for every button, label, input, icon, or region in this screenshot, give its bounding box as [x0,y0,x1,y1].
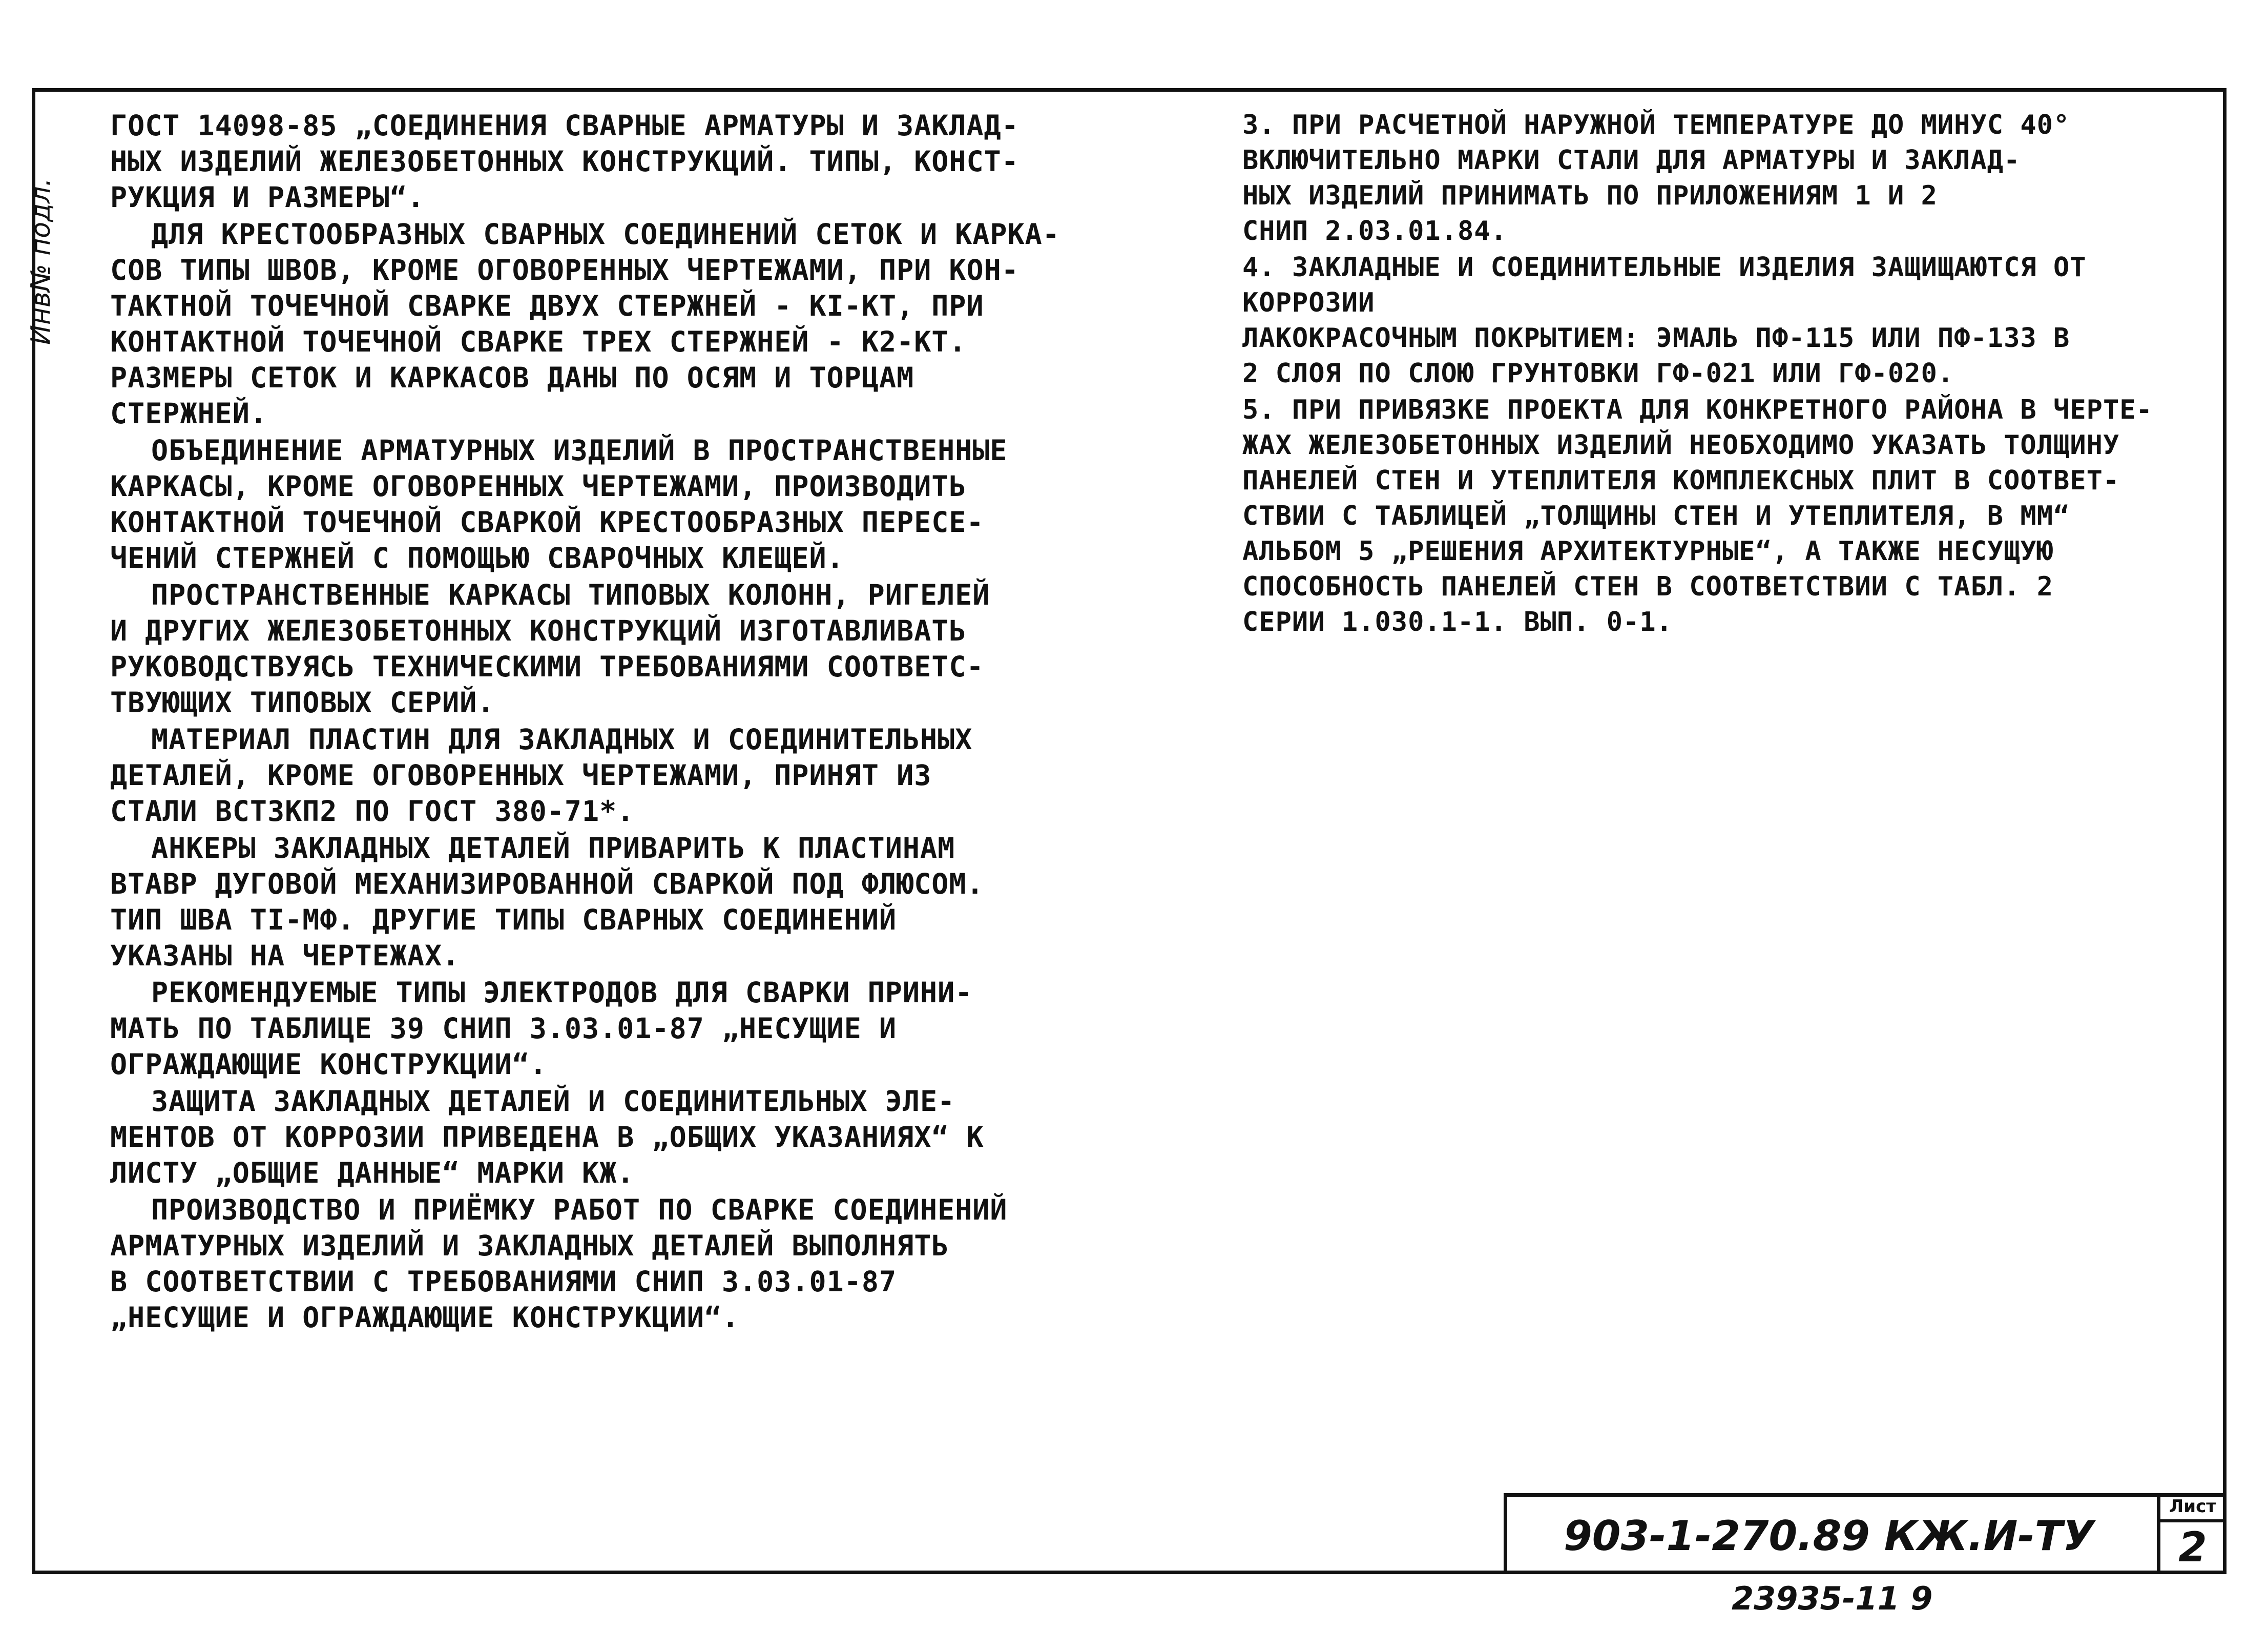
side-stamp-text: Инв№ подл. [26,178,56,345]
paragraph-anchors: АНКЕРЫ ЗАКЛАДНЫХ ДЕТАЛЕЙ ПРИВАРИТЬ К ПЛАСТИНАМ ВТАВР ДУГОВОЙ МЕХАНИЗИРОВАННОЙ СВАРКОЙ ПОД ФЛЮСОМ. ТИП ШВА TI-МФ. ДРУГИЕ ТИПЫ СВАРНЫХ СОЕДИНЕНИЙ УКАЗАНЫ НА ЧЕРТЕЖАХ. [110,832,984,972]
right-text-column [1242,108,2226,641]
paragraph-spatial-cages: ОБЪЕДИНЕНИЕ АРМАТУРНЫХ ИЗДЕЛИЙ В ПРОСТРАНСТВЕННЫЕ КАРКАСЫ, КРОМЕ ОГОВОРЕННЫХ ЧЕРТЕЖАМИ, ПРОИЗВОДИТЬ КОНТАКТНОЙ ТОЧЕЧНОЙ СВАРКОЙ КРЕСТООБРАЗНЫХ ПЕРЕСЕ- ЧЕНИЙ СТЕРЖНЕЙ С ПОМОЩЬЮ СВАРОЧНЫХ КЛЕЩЕЙ. [110,434,1008,574]
sheet-number: 2 [2178,1523,2207,1571]
sheet-cell-separator [2157,1519,2227,1522]
note-3-steel-grades: 3. ПРИ РАСЧЕТНОЙ НАРУЖНОЙ ТЕМПЕРАТУРЕ ДО МИНУС 40° ВКЛЮЧИТЕЛЬНО МАРКИ СТАЛИ ДЛЯ АРМАТУРЫ И ЗАКЛАД- НЫХ ИЗДЕЛИЙ ПРИНИМАТЬ ПО ПРИЛОЖЕНИЯМ 1 И 2 СНИП 2.03.01.84. [1242,110,2070,246]
paragraph-weld-types: ДЛЯ КРЕСТООБРАЗНЫХ СВАРНЫХ СОЕДИНЕНИЙ СЕТОК И КАРКА- СОВ ТИПЫ ШВОВ, КРОМЕ ОГОВОРЕННЫХ ЧЕРТЕЖАМИ, ПРИ КОН- ТАКТНОЙ ТОЧЕЧНОЙ СВАРКЕ ДВУХ СТЕРЖНЕЙ - КI-КТ, ПРИ КОНТАКТНОЙ ТОЧЕЧНОЙ СВАРКЕ ТРЕХ СТЕРЖНЕЙ - К2-КТ. РАЗМЕРЫ СЕТОК И КАРКАСОВ ДАНЫ ПО ОСЯМ И ТОРЦАМ СТЕРЖНЕЙ. [110,218,1060,430]
paragraph-typical-cages: ПРОСТРАНСТВЕННЫЕ КАРКАСЫ ТИПОВЫХ КОЛОНН, РИГЕЛЕЙ И ДРУГИХ ЖЕЛЕЗОБЕТОННЫХ КОНСТРУКЦИЙ ИЗГОТАВЛИВАТЬ РУКОВОДСТВУЯСЬ ТЕХНИЧЕСКИМИ ТРЕБОВАНИЯМИ СООТВЕТС- ТВУЮЩИХ ТИПОВЫХ СЕРИЙ. [110,579,990,719]
paragraph-work-acceptance: ПРОИЗВОДСТВО И ПРИЁМКУ РАБОТ ПО СВАРКЕ СОЕДИНЕНИЙ АРМАТУРНЫХ ИЗДЕЛИЙ И ЗАКЛАДНЫХ ДЕТАЛЕЙ ВЫПОЛНЯТЬ В СООТВЕТСТВИИ С ТРЕБОВАНИЯМИ СНИП 3.03.01-87 „НЕСУЩИЕ И ОГРАЖДАЮЩИЕ КОНСТРУКЦИИ“. [110,1193,1008,1334]
paragraph-electrodes: РЕКОМЕНДУЕМЫЕ ТИПЫ ЭЛЕКТРОДОВ ДЛЯ СВАРКИ ПРИНИ- МАТЬ ПО ТАБЛИЦЕ 39 СНИП 3.03.01-87 „НЕСУЩИЕ И ОГРАЖДАЮЩИЕ КОНСТРУКЦИИ“. [110,976,973,1081]
note-4-paint-coating: 4. ЗАКЛАДНЫЕ И СОЕДИНИТЕЛЬНЫЕ ИЗДЕЛИЯ ЗАЩИЩАЮТСЯ ОТ КОРРОЗИИ ЛАКОКРАСОЧНЫМ ПОКРЫТИЕМ: ЭМАЛЬ ПФ-115 ИЛИ ПФ-133 В 2 СЛОЯ ПО СЛОЮ ГРУНТОВКИ ГФ-021 ИЛИ ГФ-020. [1242,252,2087,389]
paragraph-plate-material: МАТЕРИАЛ ПЛАСТИН ДЛЯ ЗАКЛАДНЫХ И СОЕДИНИТЕЛЬНЫХ ДЕТАЛЕЙ, КРОМЕ ОГОВОРЕННЫХ ЧЕРТЕЖАМИ, ПРИНЯТ ИЗ СТАЛИ ВСТ3КП2 ПО ГОСТ 380-71*. [110,723,973,828]
inventory-number: 23935-11 9 [1732,1580,1933,1617]
paragraph-gost-reference: ГОСТ 14098-85 „СОЕДИНЕНИЯ СВАРНЫЕ АРМАТУРЫ И ЗАКЛАД- НЫХ ИЗДЕЛИЙ ЖЕЛЕЗОБЕТОННЫХ КОНСТРУКЦИЙ. ТИПЫ, КОНСТ- РУКЦИЯ И РАЗМЕРЫ“. [110,109,1019,214]
side-stamp [10,164,72,359]
note-5-project-binding: 5. ПРИ ПРИВЯЗКЕ ПРОЕКТА ДЛЯ КОНКРЕТНОГО РАЙОНА В ЧЕРТЕ- ЖАХ ЖЕЛЕЗОБЕТОННЫХ ИЗДЕЛИЙ НЕОБХОДИМО УКАЗАТЬ ТОЛЩИНУ ПАНЕЛЕЙ СТЕН И УТЕПЛИТЕЛЯ КОМПЛЕКСНЫХ ПЛИТ В СООТВЕТ- СТВИИ С ТАБЛИЦЕЙ „ТОЛЩИНЫ СТЕН И УТЕПЛИТЕЛЯ, В ММ“ АЛЬБОМ 5 „РЕШЕНИЯ АРХИТЕКТУРНЫЕ“, А ТАКЖЕ НЕСУЩУЮ СПОСОБНОСТЬ ПАНЕЛЕЙ СТЕН В СООТВЕТСТВИИ С ТАБЛ. 2 СЕРИИ 1.030.1-1. ВЫП. 0-1. [1242,395,2153,637]
left-text-column [110,108,1196,1336]
sheet-label: Лист [2169,1496,2216,1517]
document-designation: 903-1-270.89 КЖ.И-ТУ [1564,1512,2094,1560]
paragraph-corrosion-protection: ЗАЩИТА ЗАКЛАДНЫХ ДЕТАЛЕЙ И СОЕДИНИТЕЛЬНЫХ ЭЛЕ- МЕНТОВ ОТ КОРРОЗИИ ПРИВЕДЕНА В „ОБЩИХ УКАЗАНИЯХ“ К ЛИСТУ „ОБЩИЕ ДАННЫЕ“ МАРКИ КЖ. [110,1085,984,1189]
